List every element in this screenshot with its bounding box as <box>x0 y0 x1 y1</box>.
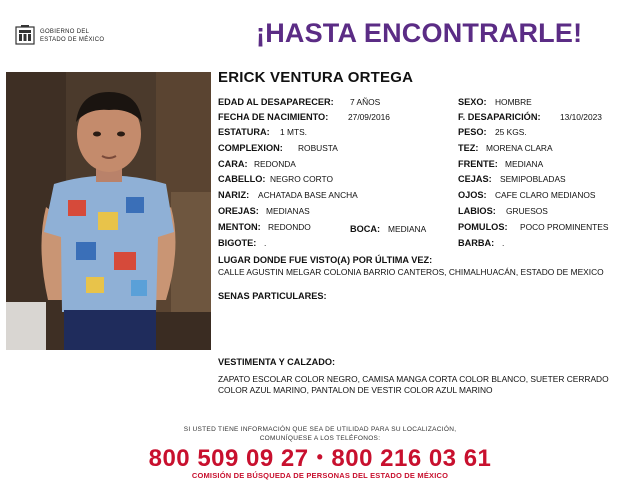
field-value: NEGRO CORTO <box>270 174 333 184</box>
field-ojos <box>458 190 596 200</box>
field-label: CARA: <box>218 159 248 169</box>
clothing-value: ZAPATO ESCOLAR COLOR NEGRO, CAMISA MANGA CORTA COLOR BLANCO, SUETER CERRADO COLOR AZUL MARINO, PANTALON DE VESTIR COLOR AZUL MARINO <box>218 374 609 395</box>
field-value: 1 MTS. <box>280 127 307 137</box>
government-line-2: ESTADO DE MÉXICO <box>40 37 105 43</box>
missing-person-photo <box>6 72 211 350</box>
field-labios <box>458 206 548 216</box>
field-barba <box>458 238 505 248</box>
field-value: 27/09/2016 <box>348 112 390 122</box>
field-label: FRENTE: <box>458 159 498 169</box>
field-label: PESO: <box>458 127 487 137</box>
field-peso <box>458 127 527 137</box>
footer-info-line-1: SI USTED TIENE INFORMACIÓN QUE SEA DE UTILIDAD PARA SU LOCALIZACIÓN, <box>183 426 457 433</box>
field-tez <box>458 143 553 153</box>
field-value: REDONDA <box>254 159 296 169</box>
field-bigote <box>218 238 267 248</box>
field-label: ESTATURA: <box>218 127 270 137</box>
field-edad <box>218 97 381 107</box>
field-value: HOMBRE <box>495 97 532 107</box>
field-value: REDONDO <box>268 222 311 232</box>
field-cara <box>218 159 296 169</box>
field-fecha-nacimiento <box>218 112 390 122</box>
field-label: SEXO: <box>458 97 487 107</box>
field-label: COMPLEXION: <box>218 143 283 153</box>
phone-number-1[interactable]: 800 509 09 27 <box>148 445 309 472</box>
field-label: POMULOS: <box>458 222 508 232</box>
field-fecha-desaparicion <box>458 112 602 122</box>
field-cabello <box>218 174 333 184</box>
phone-number-2[interactable]: 800 216 03 61 <box>331 445 492 472</box>
person-name: ERICK VENTURA ORTEGA <box>218 69 414 86</box>
field-value: MEDIANAS <box>266 206 310 216</box>
field-menton <box>218 222 311 232</box>
senas-label: SENAS PARTICULARES: <box>218 291 327 301</box>
field-value: 13/10/2023 <box>560 112 602 122</box>
field-label: EDAD AL DESAPARECER: <box>218 97 334 107</box>
field-value: ROBUSTA <box>298 143 338 153</box>
field-value: MORENA CLARA <box>486 143 553 153</box>
field-value: ACHATADA BASE ANCHA <box>258 190 358 200</box>
field-frente <box>458 159 544 169</box>
footer-info-line-2: COMUNÍQUESE A LOS TELÉFONOS: <box>259 435 381 442</box>
field-nariz <box>218 190 358 200</box>
field-estatura <box>218 127 307 137</box>
commission-name: COMISIÓN DE BÚSQUEDA DE PERSONAS DEL ESTADO DE MÉXICO <box>191 471 449 480</box>
field-pomulos <box>458 222 609 232</box>
field-label: OREJAS: <box>218 206 259 216</box>
last-seen-value: CALLE AGUSTIN MELGAR COLONIA BARRIO CANTEROS, CHIMALHUACÁN, ESTADO DE MEXICO <box>218 267 604 277</box>
government-line-1: GOBIERNO DEL <box>40 29 90 35</box>
last-seen-label: LUGAR DONDE FUE VISTO(A) POR ÚLTIMA VEZ: <box>218 255 433 265</box>
field-label: FECHA DE NACIMIENTO: <box>218 112 329 122</box>
field-value: . <box>264 238 267 248</box>
field-label: NARIZ: <box>218 190 250 200</box>
state-shield-icon <box>14 24 36 46</box>
field-value: . <box>502 238 505 248</box>
field-label: BOCA: <box>350 224 381 234</box>
phone-numbers <box>0 445 640 473</box>
field-sexo <box>458 97 532 107</box>
field-value: POCO PROMINENTES <box>520 222 609 232</box>
field-label: MENTON: <box>218 222 261 232</box>
headline: ¡HASTA ENCONTRARLE! <box>256 18 583 48</box>
field-value: MEDIANA <box>388 224 427 234</box>
field-value: 7 AÑOS <box>350 97 381 107</box>
field-value: GRUESOS <box>506 206 548 216</box>
field-label: BIGOTE: <box>218 238 257 248</box>
field-label: CEJAS: <box>458 174 492 184</box>
field-label: F. DESAPARICIÓN: <box>458 112 541 122</box>
field-label: OJOS: <box>458 190 487 200</box>
field-value: SEMIPOBLADAS <box>500 174 566 184</box>
field-cejas <box>458 174 566 184</box>
field-label: LABIOS: <box>458 206 496 216</box>
field-boca <box>350 224 427 234</box>
field-complexion <box>218 143 338 153</box>
field-label: CABELLO: <box>218 174 266 184</box>
field-orejas <box>218 206 310 216</box>
phone-separator: • <box>316 447 324 467</box>
field-label: BARBA: <box>458 238 495 248</box>
field-value: MEDIANA <box>505 159 544 169</box>
field-value: CAFE CLARO MEDIANOS <box>495 190 596 200</box>
field-label: TEZ: <box>458 143 479 153</box>
clothing-label: VESTIMENTA Y CALZADO: <box>218 357 336 367</box>
field-value: 25 KGS. <box>495 127 527 137</box>
